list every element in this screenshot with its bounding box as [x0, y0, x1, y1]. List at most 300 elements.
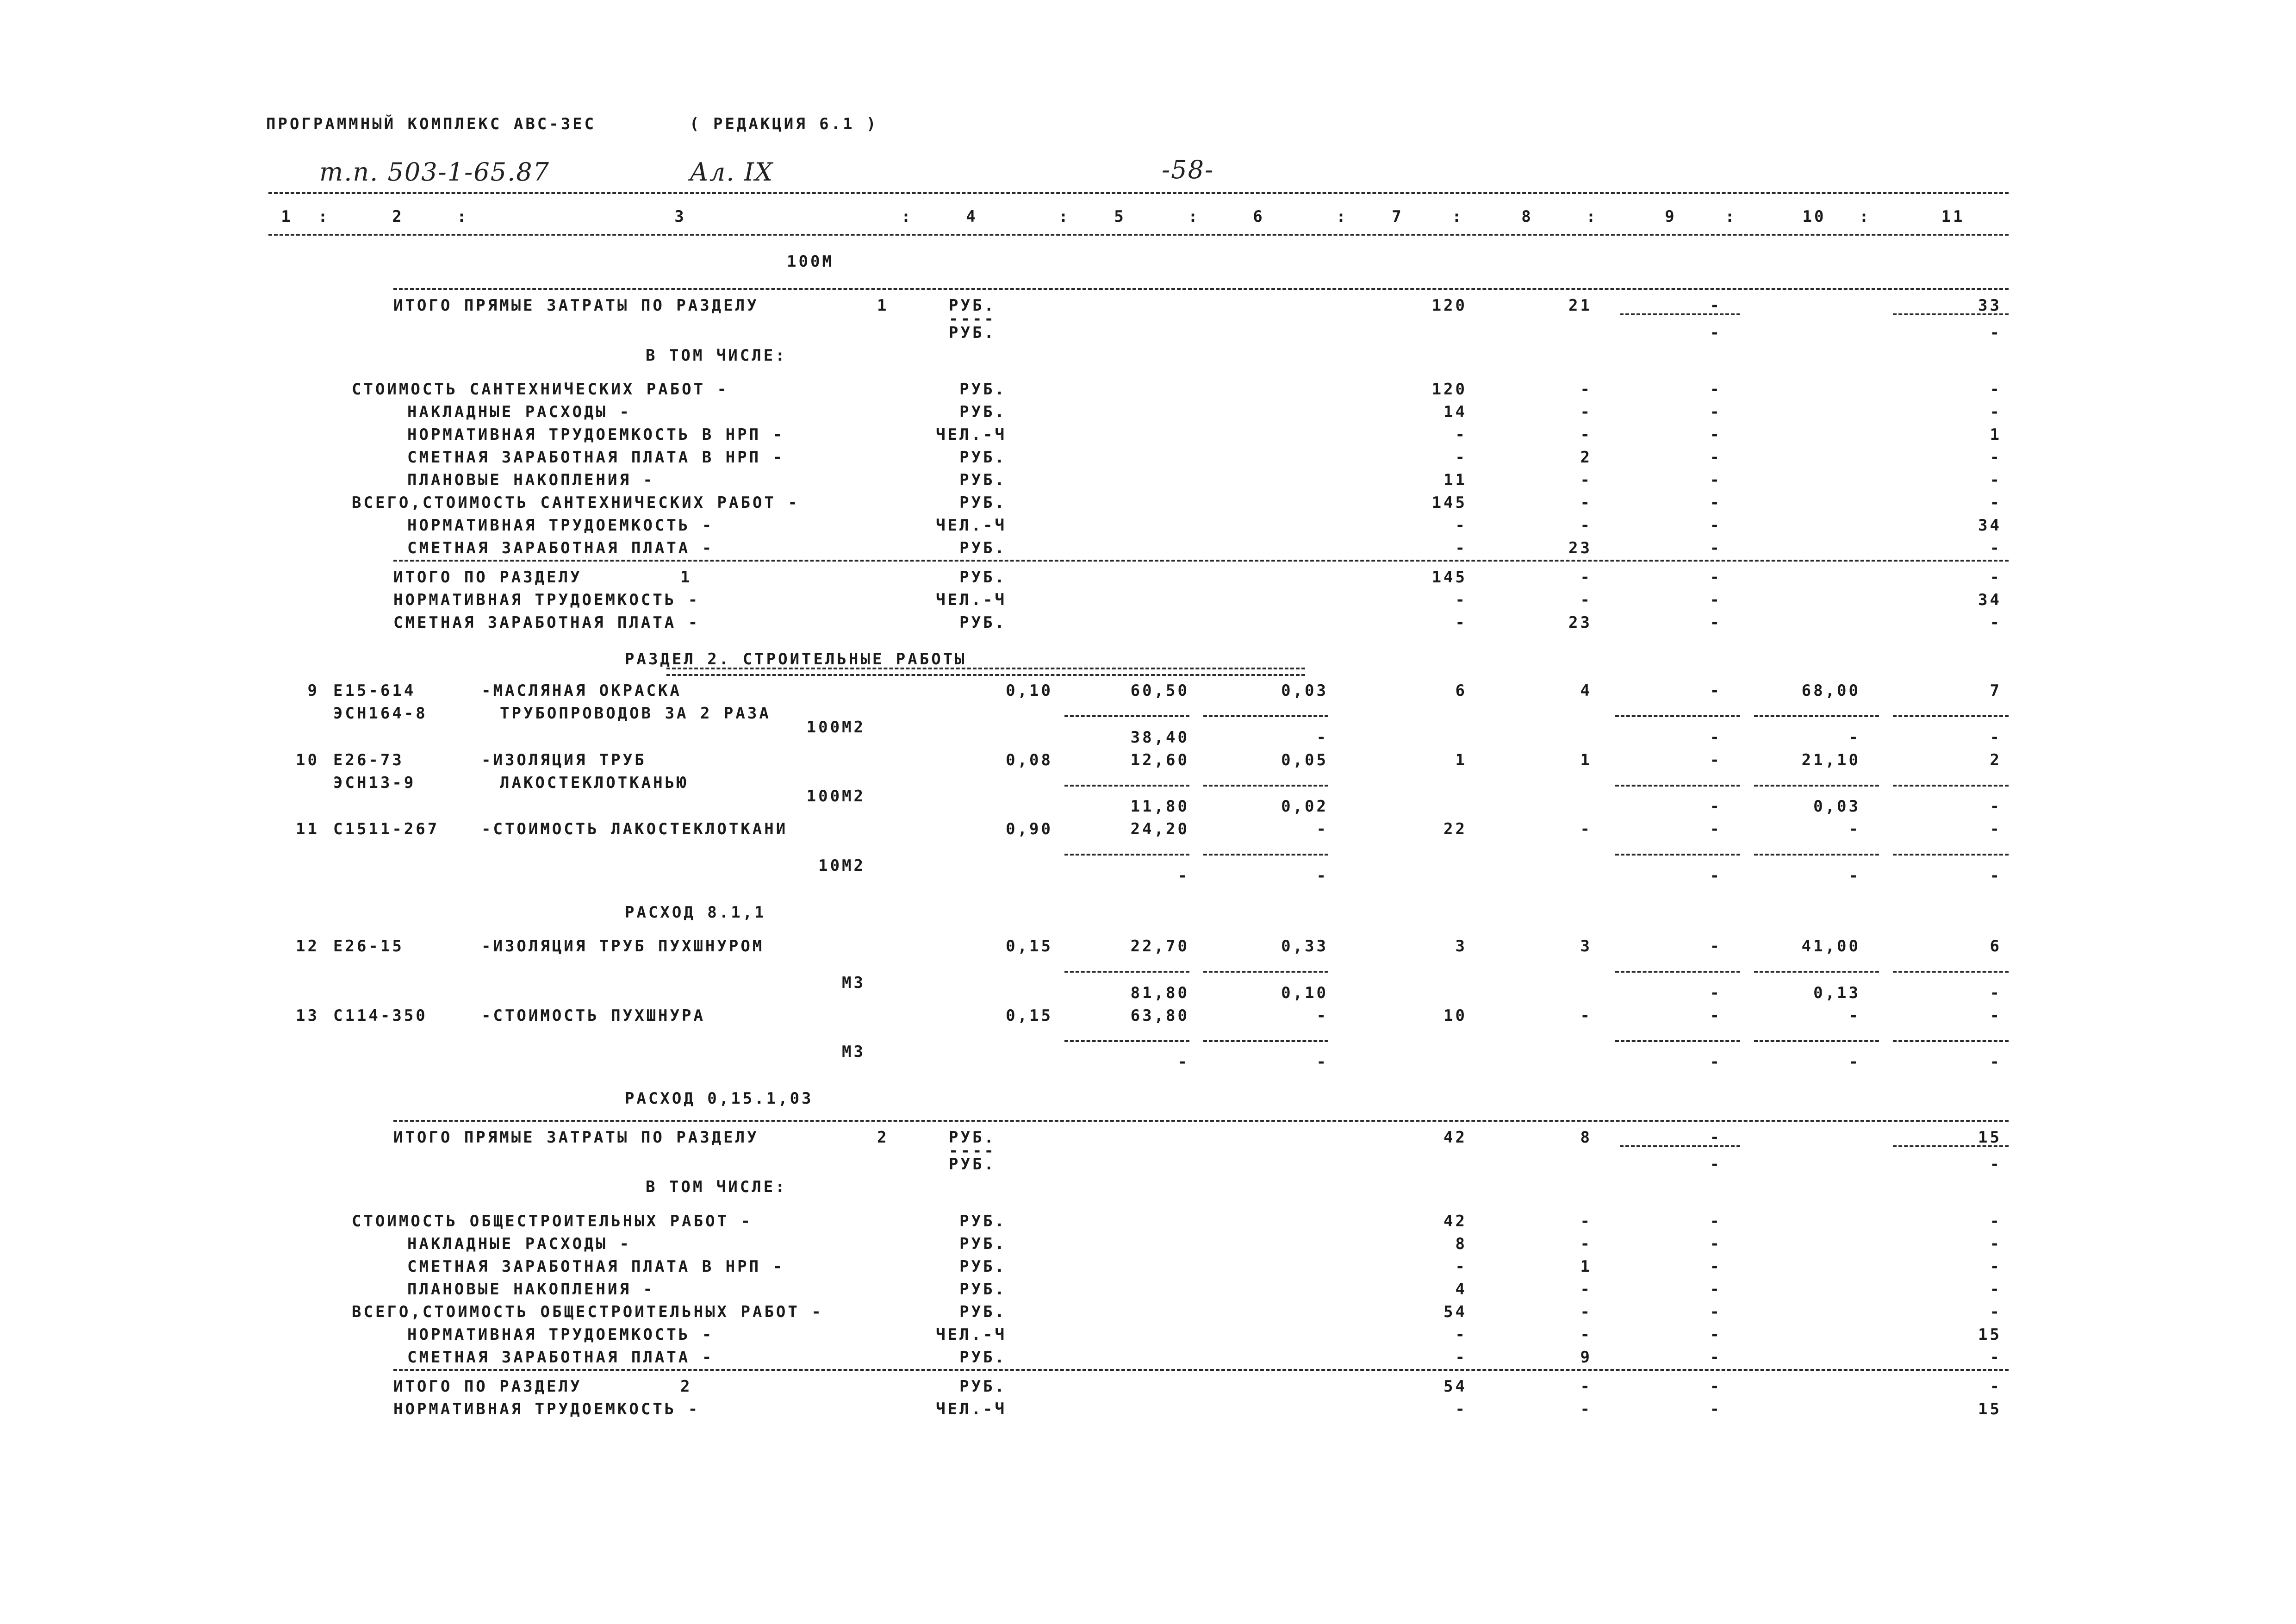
column-header-0: 1 [281, 207, 293, 226]
section2-row-c8: 1 [1580, 1257, 1592, 1276]
section1-row-c8: - [1580, 380, 1592, 399]
section2-row-c9: - [1710, 1257, 1722, 1276]
section1-totals-c7: - [1455, 613, 1467, 632]
item-c11b: - [1990, 983, 2002, 1002]
section1-total-direct-c9b: - [1710, 323, 1722, 342]
section1-total-direct-sub-9 [1620, 313, 1740, 315]
section2-row-c7: 54 [1444, 1302, 1467, 1321]
section2-total-direct-label: ИТОГО ПРЯМЫЕ ЗАТРАТЫ ПО РАЗДЕЛУ [393, 1128, 759, 1147]
item-sub-6 [1203, 971, 1328, 973]
item-code: С1511-267 [333, 820, 440, 839]
column-header-4: 3 [674, 207, 686, 226]
section2-total-direct-unit: РУБ. [949, 1128, 996, 1147]
column-header-17: : [1725, 207, 1737, 226]
section2-row-c9: - [1710, 1212, 1722, 1230]
item-c4: 0,10 [1006, 681, 1053, 700]
section1-row-c9: - [1710, 403, 1722, 422]
header-rule-top [268, 192, 2009, 194]
section2-row-c8: - [1580, 1212, 1592, 1230]
column-header-8: 5 [1114, 207, 1126, 226]
album-label: Ал. IX [690, 157, 774, 187]
section1-row-unit: РУБ. [959, 403, 1007, 422]
item-sub-11 [1893, 1040, 2009, 1042]
section1-row-c7: - [1455, 448, 1467, 467]
item-c4: 0,15 [1006, 937, 1053, 956]
section1-row-c8: - [1580, 471, 1592, 490]
section1-row-c8: - [1580, 403, 1592, 422]
section2-row-unit: РУБ. [959, 1280, 1007, 1299]
item-c7: 22 [1444, 820, 1467, 839]
section2-row-unit: РУБ. [959, 1302, 1007, 1321]
column-header-9: : [1188, 207, 1200, 226]
section1-row-c11: 34 [1978, 516, 2002, 535]
item-c6b: - [1316, 1053, 1328, 1072]
item-c7: 6 [1455, 681, 1467, 700]
section1-row-label: НОРМАТИВНАЯ ТРУДОЕМКОСТЬ - [407, 516, 714, 535]
item-c4: 0,15 [1006, 1006, 1053, 1025]
item-c9: - [1710, 1006, 1722, 1025]
item-c10b: 0,13 [1813, 983, 1860, 1002]
section1-row-unit: РУБ. [959, 471, 1007, 490]
section2-row-c9: - [1710, 1280, 1722, 1299]
section2-total-direct-c11b: - [1990, 1155, 2002, 1174]
section2-totals-c9: - [1710, 1377, 1722, 1396]
section1-totals-label: СМЕТНАЯ ЗАРАБОТНАЯ ПЛАТА - [393, 613, 700, 632]
section2-row-label: СМЕТНАЯ ЗАРАБОТНАЯ ПЛАТА - [407, 1348, 714, 1367]
section2-total-direct-unit-sep: ---- [949, 1141, 996, 1160]
item-sub-9 [1615, 1040, 1740, 1042]
item-code: С114-350 [333, 1006, 428, 1025]
item-unit: 10М2 [818, 856, 865, 875]
item-c10: - [1848, 820, 1860, 839]
section2-total-direct-c11: 15 [1978, 1128, 2002, 1147]
section2-totals-c9: - [1710, 1399, 1722, 1418]
section2-row-label: ВСЕГО,СТОИМОСТЬ ОБЩЕСТРОИТЕЛЬНЫХ РАБОТ - [352, 1302, 823, 1321]
section2-row-c11: - [1990, 1302, 2002, 1321]
item-note: РАСХОД 8.1,1 [625, 903, 766, 922]
item-c5b: - [1177, 866, 1189, 885]
section1-row-label: СМЕТНАЯ ЗАРАБОТНАЯ ПЛАТА - [407, 539, 714, 558]
section1-totals-c7: - [1455, 591, 1467, 610]
section1-totals-label: НОРМАТИВНАЯ ТРУДОЕМКОСТЬ - [393, 591, 700, 610]
section2-row-unit: РУБ. [959, 1257, 1007, 1276]
item-c5: 24,20 [1130, 820, 1189, 839]
column-header-19: : [1859, 207, 1871, 226]
item-c9: - [1710, 750, 1722, 769]
item-c11b: - [1990, 1053, 2002, 1072]
section1-row-c9: - [1710, 516, 1722, 535]
section2-row-c8: - [1580, 1325, 1592, 1344]
section2-row-c7: - [1455, 1257, 1467, 1276]
item-sub-10 [1754, 715, 1879, 717]
section2-total-direct-c8: 8 [1580, 1128, 1592, 1147]
item-sub-11 [1893, 854, 2009, 856]
item-c5: 12,60 [1130, 750, 1189, 769]
item-c5: 63,80 [1130, 1006, 1189, 1025]
section1-row-c8: 23 [1568, 539, 1592, 558]
section1-row-label: НАКЛАДНЫЕ РАСХОДЫ - [407, 403, 631, 422]
section2-row-c8: - [1580, 1234, 1592, 1253]
item-sub-9 [1615, 715, 1740, 717]
column-header-13: : [1452, 207, 1464, 226]
item-no: 10 [296, 750, 319, 769]
section2-row-c11: - [1990, 1234, 2002, 1253]
section2-incl: В ТОМ ЧИСЛЕ: [646, 1178, 787, 1197]
item-c9: - [1710, 681, 1722, 700]
item-c6: 0,03 [1281, 681, 1328, 700]
column-header-12: 7 [1392, 207, 1404, 226]
item-sub-5 [1064, 971, 1189, 973]
section1-row-c7: 145 [1431, 493, 1467, 512]
section1-totals-c7: 145 [1431, 568, 1467, 587]
item-c6b: - [1316, 866, 1328, 885]
item-sub-5 [1064, 715, 1189, 717]
section2-totals-c11: 15 [1978, 1399, 2002, 1418]
item-c11b: - [1990, 797, 2002, 816]
section2-row-c11: - [1990, 1280, 2002, 1299]
item-c6b: 0,10 [1281, 983, 1328, 1002]
item-name: -СТОИМОСТЬ ПУХШНУРА [481, 1006, 705, 1025]
item-c6: - [1316, 1006, 1328, 1025]
section2-total-direct-c7: 42 [1444, 1128, 1467, 1147]
section2-row-label: НОРМАТИВНАЯ ТРУДОЕМКОСТЬ - [407, 1325, 714, 1344]
section1-row-label: НОРМАТИВНАЯ ТРУДОЕМКОСТЬ В НРП - [407, 425, 785, 444]
section1-total-direct-label: ИТОГО ПРЯМЫЕ ЗАТРАТЫ ПО РАЗДЕЛУ [393, 296, 759, 315]
item-c5: 22,70 [1130, 937, 1189, 956]
section1-total-direct-num: 1 [877, 296, 889, 315]
section1-row-c9: - [1710, 539, 1722, 558]
item-c6: 0,05 [1281, 750, 1328, 769]
section2-title-underline [666, 668, 1305, 676]
section1-row-c9: - [1710, 448, 1722, 467]
section1-row-c9: - [1710, 493, 1722, 512]
section1-total-direct-sub-11 [1893, 313, 2009, 315]
section1-row-c11: - [1990, 471, 2002, 490]
item-c5: 60,50 [1130, 681, 1189, 700]
item-c5b: 11,80 [1130, 797, 1189, 816]
item-c10: - [1848, 1006, 1860, 1025]
item-name: -МАСЛЯНАЯ ОКРАСКА [481, 681, 682, 700]
item-sub-6 [1203, 785, 1328, 787]
section2-totals-label: НОРМАТИВНАЯ ТРУДОЕМКОСТЬ - [393, 1399, 700, 1418]
item-name: -ИЗОЛЯЦИЯ ТРУБ ПУХШНУРОМ [481, 937, 765, 956]
section1-totals-label: ИТОГО ПО РАЗДЕЛУ [393, 568, 582, 587]
item-no: 9 [307, 681, 319, 700]
section1-row-c11: - [1990, 539, 2002, 558]
section2-total-direct-num: 2 [877, 1128, 889, 1147]
section1-totals-c8: - [1580, 568, 1592, 587]
item-c11: - [1990, 820, 2002, 839]
item-sub-9 [1615, 854, 1740, 856]
item-c6b: - [1316, 728, 1328, 747]
section2-totals-c8: - [1580, 1377, 1592, 1396]
section1-total-direct-unit: РУБ. [949, 296, 996, 315]
column-header-6: 4 [966, 207, 978, 226]
item-sub-9 [1615, 971, 1740, 973]
section2-total-direct-c9b: - [1710, 1155, 1722, 1174]
section1-totals-c9: - [1710, 613, 1722, 632]
section2-row-c9: - [1710, 1325, 1722, 1344]
section2-totals-unit: ЧЕЛ.-Ч [936, 1399, 1007, 1418]
section1-row-c8: - [1580, 493, 1592, 512]
section2-row-unit: РУБ. [959, 1212, 1007, 1230]
section2-totals-c7: - [1455, 1399, 1467, 1418]
section1-row-c11: - [1990, 380, 2002, 399]
item-note: РАСХОД 0,15.1,03 [625, 1089, 814, 1108]
item-no: 13 [296, 1006, 319, 1025]
item-c11: 7 [1990, 681, 2002, 700]
doc-code: т.п. 503-1-65.87 [319, 157, 550, 187]
section1-total-direct-c11: 33 [1978, 296, 2002, 315]
section2-row-c7: - [1455, 1348, 1467, 1367]
item-code2: ЭСН13-9 [333, 773, 416, 792]
item-c9b: - [1710, 983, 1722, 1002]
item-c6: 0,33 [1281, 937, 1328, 956]
section2-row-c9: - [1710, 1348, 1722, 1367]
section2-row-c11: - [1990, 1212, 2002, 1230]
section1-row-label: СТОИМОСТЬ САНТЕХНИЧЕСКИХ РАБОТ - [352, 380, 729, 399]
item-c11b: - [1990, 728, 2002, 747]
section2-totals-c8: - [1580, 1399, 1592, 1418]
section1-row-c7: 11 [1444, 471, 1467, 490]
section1-row-c8: - [1580, 516, 1592, 535]
item-unit: М3 [842, 1043, 865, 1061]
section2-row-c9: - [1710, 1302, 1722, 1321]
item-sub-5 [1064, 1040, 1189, 1042]
item-c10b: - [1848, 866, 1860, 885]
section2-total-direct-unit-b: РУБ. [949, 1155, 996, 1174]
item-unit: 100М2 [806, 718, 865, 737]
item-c9b: - [1710, 797, 1722, 816]
section1-row-c9: - [1710, 471, 1722, 490]
section1-row-c7: - [1455, 516, 1467, 535]
section1-totals-c8: - [1580, 591, 1592, 610]
section1-row-c11: 1 [1990, 425, 2002, 444]
section2-totals-c11: - [1990, 1377, 2002, 1396]
section1-total-direct-c8: 21 [1568, 296, 1592, 315]
section2-rule [393, 1120, 2009, 1122]
section1-total-direct-unit-sep: ---- [949, 310, 996, 329]
item-sub-10 [1754, 971, 1879, 973]
section1-row-label: СМЕТНАЯ ЗАРАБОТНАЯ ПЛАТА В НРП - [407, 448, 785, 467]
item-c6: - [1316, 820, 1328, 839]
item-code: Е26-15 [333, 937, 404, 956]
item-c5b: - [1177, 1053, 1189, 1072]
section1-row-c7: - [1455, 425, 1467, 444]
section2-row-c7: 4 [1455, 1280, 1467, 1299]
item-c11: 2 [1990, 750, 2002, 769]
item-c8: 1 [1580, 750, 1592, 769]
section1-totals-c11: 34 [1978, 591, 2002, 610]
section1-row-c7: - [1455, 539, 1467, 558]
section2-total-direct-sub-11 [1893, 1145, 2009, 1147]
section2-row-label: СМЕТНАЯ ЗАРАБОТНАЯ ПЛАТА В НРП - [407, 1257, 785, 1276]
section2-row-c8: 9 [1580, 1348, 1592, 1367]
section1-row-unit: ЧЕЛ.-Ч [936, 516, 1007, 535]
item-c9: - [1710, 820, 1722, 839]
section1-totals-c8: 23 [1568, 613, 1592, 632]
section1-row-label: ВСЕГО,СТОИМОСТЬ САНТЕХНИЧЕСКИХ РАБОТ - [352, 493, 800, 512]
item-sub-11 [1893, 785, 2009, 787]
item-c11: - [1990, 1006, 2002, 1025]
section1-total-direct-c7: 120 [1431, 296, 1467, 315]
section2-row-c7: - [1455, 1325, 1467, 1344]
column-header-16: 9 [1665, 207, 1677, 226]
section2-totals-c7: 54 [1444, 1377, 1467, 1396]
item-c8: - [1580, 820, 1592, 839]
section2-row-c8: - [1580, 1280, 1592, 1299]
section2-totals-num: 2 [680, 1377, 692, 1396]
section2-totals-label: ИТОГО ПО РАЗДЕЛУ [393, 1377, 582, 1396]
item-no: 12 [296, 937, 319, 956]
section2-row-c11: - [1990, 1257, 2002, 1276]
column-header-11: : [1336, 207, 1348, 226]
item-c9b: - [1710, 1053, 1722, 1072]
section1-row-unit: ЧЕЛ.-Ч [936, 425, 1007, 444]
section1-row-c11: - [1990, 448, 2002, 467]
item-sub-6 [1203, 715, 1328, 717]
item-sub-10 [1754, 854, 1879, 856]
section1-row-c9: - [1710, 425, 1722, 444]
item-sub-10 [1754, 1040, 1879, 1042]
column-header-5: : [901, 207, 913, 226]
item-sub-6 [1203, 854, 1328, 856]
column-header-7: : [1058, 207, 1070, 226]
item-sub-9 [1615, 785, 1740, 787]
item-c6b: 0,02 [1281, 797, 1328, 816]
item-sub-6 [1203, 1040, 1328, 1042]
item-c4: 0,08 [1006, 750, 1053, 769]
page-number: -58- [1162, 155, 1214, 184]
section1-row-c9: - [1710, 380, 1722, 399]
section1-row-c8: - [1580, 425, 1592, 444]
item-c7: 3 [1455, 937, 1467, 956]
section1-total-direct-unit-b: РУБ. [949, 323, 996, 342]
item-c9b: - [1710, 728, 1722, 747]
section2-row-label: НАКЛАДНЫЕ РАСХОДЫ - [407, 1234, 631, 1253]
column-header-10: 6 [1253, 207, 1265, 226]
column-header-3: : [457, 207, 469, 226]
item-name2: ЛАКОСТЕКЛОТКАНЬЮ [500, 773, 689, 792]
item-c10b: 0,03 [1813, 797, 1860, 816]
item-name2: ТРУБОПРОВОДОВ ЗА 2 РАЗА [500, 704, 771, 723]
item-c8: 4 [1580, 681, 1592, 700]
item-c5b: 81,80 [1130, 983, 1189, 1002]
edition-label: ( РЕДАКЦИЯ 6.1 ) [690, 115, 878, 133]
section1-totals-unit: ЧЕЛ.-Ч [936, 591, 1007, 610]
item-c9b: - [1710, 866, 1722, 885]
section1-totals-c9: - [1710, 591, 1722, 610]
item-c10b: - [1848, 728, 1860, 747]
section1-row-c8: 2 [1580, 448, 1592, 467]
column-header-15: : [1586, 207, 1598, 226]
column-header-14: 8 [1521, 207, 1533, 226]
section1-total-direct-c9: - [1710, 296, 1722, 315]
column-header-2: 2 [392, 207, 404, 226]
section2-row-c7: 8 [1455, 1234, 1467, 1253]
item-c10b: - [1848, 1053, 1860, 1072]
item-code2: ЭСН164-8 [333, 704, 428, 723]
item-no: 11 [296, 820, 319, 839]
section1-row-c7: 14 [1444, 403, 1467, 422]
section1-incl: В ТОМ ЧИСЛЕ: [646, 346, 787, 365]
section2-row-c8: - [1580, 1302, 1592, 1321]
column-header-18: 10 [1802, 207, 1826, 226]
section1-row-c7: 120 [1431, 380, 1467, 399]
item-code: Е15-614 [333, 681, 416, 700]
section2-row-unit: РУБ. [959, 1234, 1007, 1253]
section1-totals-c11: - [1990, 568, 2002, 587]
item-sub-5 [1064, 785, 1189, 787]
item-c4: 0,90 [1006, 820, 1053, 839]
item-c11b: - [1990, 866, 2002, 885]
item-sub-10 [1754, 785, 1879, 787]
item-c7: 10 [1444, 1006, 1467, 1025]
section2-total-direct-sub-9 [1620, 1145, 1740, 1147]
section2-totals-rule [393, 1369, 2009, 1371]
section2-row-c7: 42 [1444, 1212, 1467, 1230]
section1-row-unit: РУБ. [959, 493, 1007, 512]
column-header-1: : [318, 207, 330, 226]
item-name: -ИЗОЛЯЦИЯ ТРУБ [481, 750, 647, 769]
section2-row-c9: - [1710, 1234, 1722, 1253]
section2-row-c11: - [1990, 1348, 2002, 1367]
item-code: Е26-73 [333, 750, 404, 769]
item-c10: 41,00 [1801, 937, 1860, 956]
section1-rule [393, 288, 2009, 290]
item-unit: М3 [842, 973, 865, 992]
item-c5b: 38,40 [1130, 728, 1189, 747]
section1-totals-num: 1 [680, 568, 692, 587]
header-rule-bottom [268, 234, 2009, 236]
section1-row-label: ПЛАНОВЫЕ НАКОПЛЕНИЯ - [407, 471, 655, 490]
section1-row-unit: РУБ. [959, 539, 1007, 558]
item-c11: 6 [1990, 937, 2002, 956]
section2-row-unit: РУБ. [959, 1348, 1007, 1367]
section1-row-unit: РУБ. [959, 380, 1007, 399]
section2-row-c11: 15 [1978, 1325, 2002, 1344]
section1-totals-c11: - [1990, 613, 2002, 632]
section1-row-unit: РУБ. [959, 448, 1007, 467]
item-sub-5 [1064, 854, 1189, 856]
section1-row-c11: - [1990, 493, 2002, 512]
section2-title: РАЗДЕЛ 2. СТРОИТЕЛЬНЫЕ РАБОТЫ [625, 650, 967, 669]
column-header-20: 11 [1941, 207, 1965, 226]
section2-row-label: СТОИМОСТЬ ОБЩЕСТРОИТЕЛЬНЫХ РАБОТ - [352, 1212, 753, 1230]
item-c8: - [1580, 1006, 1592, 1025]
item-c7: 1 [1455, 750, 1467, 769]
item-sub-11 [1893, 715, 2009, 717]
unit-100m: 100М [787, 252, 834, 271]
item-sub-11 [1893, 971, 2009, 973]
section1-total-direct-c11b: - [1990, 323, 2002, 342]
item-name: -СТОИМОСТЬ ЛАКОСТЕКЛОТКАНИ [481, 820, 788, 839]
section1-totals-unit: РУБ. [959, 568, 1007, 587]
section1-totals-rule [393, 560, 2009, 562]
program-title: ПРОГРАММНЫЙ КОМПЛЕКС АВС-3ЕС [266, 115, 597, 133]
item-c8: 3 [1580, 937, 1592, 956]
item-unit: 100М2 [806, 787, 865, 806]
section2-row-label: ПЛАНОВЫЕ НАКОПЛЕНИЯ - [407, 1280, 655, 1299]
section2-totals-unit: РУБ. [959, 1377, 1007, 1396]
section1-totals-c9: - [1710, 568, 1722, 587]
item-c9: - [1710, 937, 1722, 956]
section2-total-direct-c9: - [1710, 1128, 1722, 1147]
section1-totals-unit: РУБ. [959, 613, 1007, 632]
section1-row-c11: - [1990, 403, 2002, 422]
section2-row-unit: ЧЕЛ.-Ч [936, 1325, 1007, 1344]
item-c10: 68,00 [1801, 681, 1860, 700]
